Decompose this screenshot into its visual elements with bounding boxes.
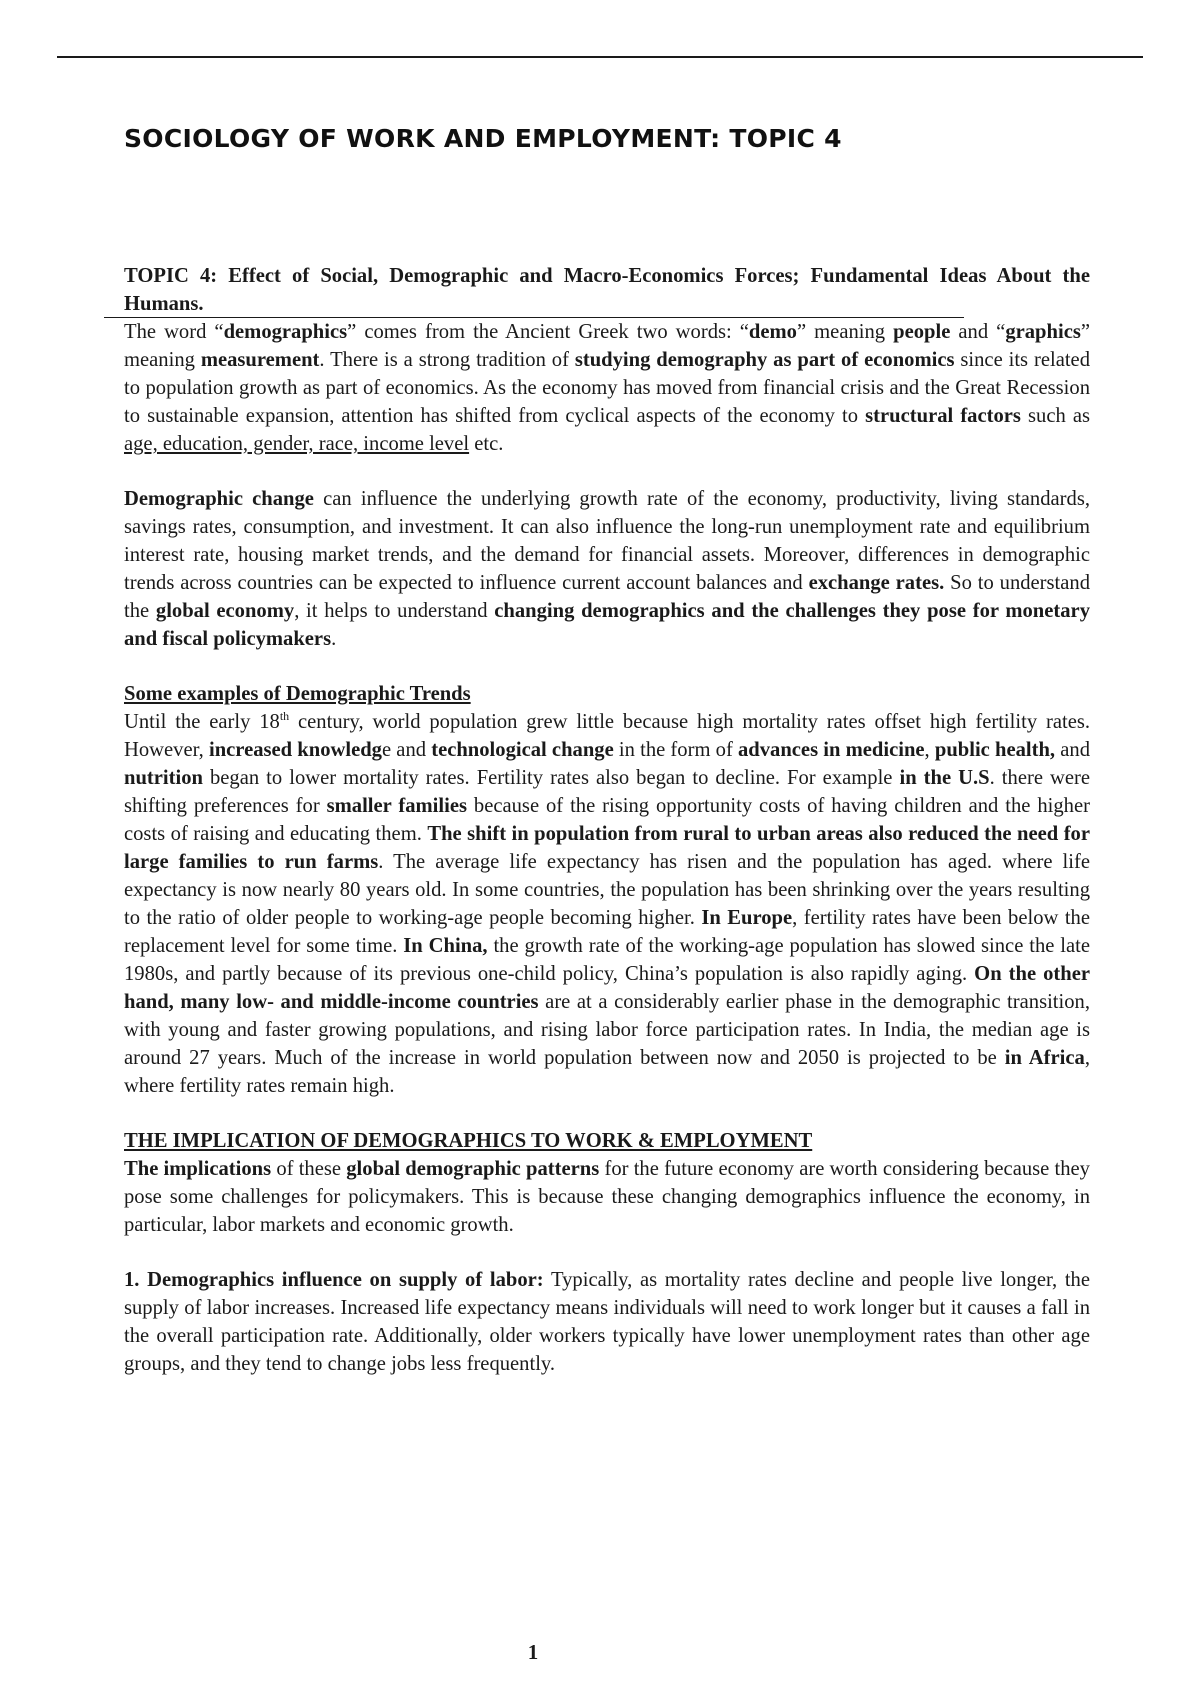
top-rule (57, 56, 1143, 58)
paragraph-demographics-definition: The word “demographics” comes from the Ancient Greek two words: “demo” meaning people and “graphics” meaning measurement. There is a strong tradition of studying demography as part of economics since its related to population growth as part of economics. As the economy has moved from financial crisis and the Great Recession to sustainable expansion, attention has shifted from cyclical aspects of the economy to structural factors such as age, education, gender, race, income level etc. (124, 321, 1090, 455)
paragraph-implication: The implications of these global demographic patterns for the future economy are worth considering because they pose some challenges for policymakers. This is because these changing demographics influence the economy, in particular, labor markets and economic growth. (124, 1158, 1090, 1236)
topic-heading: TOPIC 4: Effect of Social, Demographic and Macro-Economics Forces; Fundamental Ideas About the Humans. (124, 265, 1090, 315)
paragraph-demographic-change: Demographic change can influence the underlying growth rate of the economy, productivity, living standards, savings rates, consumption, and investment. It can also influence the long-run unemployment rate and equilibrium interest rate, housing market trends, and the demand for financial assets. Moreover, differences in demographic trends across countries can be expected to influence current account balances and exchange rates. So to understand the global economy, it helps to understand changing demographics and the challenges they pose for monetary and fiscal policymakers. (124, 488, 1091, 650)
paragraph-demographic-trends: Until the early 18th century, world population grew little because high mortality rates offset high fertility rates. However, increased knowledge and technological change in the form of advances in medicine, public health, and nutrition began to lower mortality rates. Fertility rates also began to decline. For example in the U.S. there were shifting preferences for smaller families because of the rising opportunity costs of having children and the higher costs of raising and educating them. The shift in population from rural to urban areas also reduced the need for large families to run farms. The average life expectancy has risen and the population has aged. where life expectancy is now nearly 80 years old. In some countries, the population has been shrinking over the years resulting to the ratio of older people to working-age people becoming higher. In Europe, fertility rates have been below the replacement level for some time. In China, the growth rate of the working-age population has slowed since the late 1980s, and partly because of its previous one-child policy, China’s population is also rapidly aging. On the other hand, many low- and middle-income countries are at a considerably earlier phase in the demographic transition, with young and faster growing populations, and rising labor force participation rates. In India, the median age is around 27 years. Much of the increase in world population between now and 2050 is projected to be in Africa, where fertility rates remain high. (124, 709, 1091, 1097)
section-heading-implication: THE IMPLICATION OF DEMOGRAPHICS TO WORK & EMPLOYMENT (124, 1130, 813, 1152)
section-heading-trends: Some examples of Demographic Trends (124, 683, 471, 705)
paragraph-supply-of-labor: 1. Demographics influence on supply of labor: Typically, as mortality rates decline and people live longer, the supply of labor increases. Increased life expectancy means individuals will need to work longer but it causes a fall in the overall participation rate. Additionally, older workers typically have lower unemployment rates than other age groups, and they tend to change jobs less frequently. (124, 1269, 1090, 1375)
document-body (124, 262, 1090, 1378)
page-title: SOCIOLOGY OF WORK AND EMPLOYMENT: TOPIC 4 (124, 124, 842, 153)
page-number: 1 (527, 1640, 539, 1664)
